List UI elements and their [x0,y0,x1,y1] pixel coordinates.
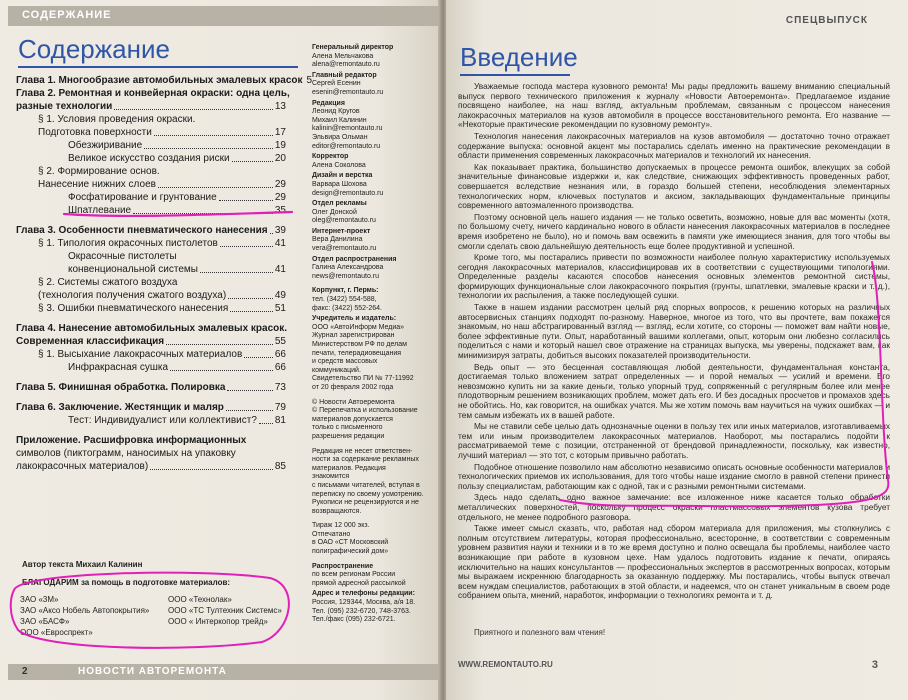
toc-gap [16,394,286,401]
toc-leader-dots [220,246,273,247]
toc-row [16,204,286,217]
toc-entry-text: разные технологии [16,101,113,112]
masthead-detail: Сергей Есенин esenin@remontauto.ru [312,80,384,96]
company-item: ООО « Интеркопор трейд» [168,617,268,626]
toc-leader-dots [219,200,273,201]
intro-title: Введение [460,42,578,72]
toc-leader-dots [227,390,272,391]
toc-leader-dots [154,135,273,136]
toc-leader-dots [144,148,273,149]
toc-row [16,139,286,152]
toc-row [16,414,286,427]
masthead-detail: Алена Соколова [312,161,366,169]
toc-chapter-row [16,322,286,335]
toc-chapter-row [16,401,286,414]
left-footer-bar [8,664,438,680]
toc-page-number: 17 [274,127,286,138]
toc-chapter-row [16,381,286,394]
toc-entry-text: Приложение. Расшифровка информационных [16,435,247,446]
toc-gap [16,217,286,224]
toc-page-number: 19 [274,140,286,151]
toc-entry-text: Тест: Индивидуалист или коллективист? [68,415,257,426]
toc-page-number: 66 [274,349,286,360]
toc-entry-text: символов (пиктограмм, наносимых на упаковку [16,448,236,459]
toc-row [16,126,286,139]
toc-page-number: 5 [306,75,313,86]
toc-entry-text: Глава 4. Нанесение автомобильных эмалевых красок. [16,323,288,334]
intro-paragraph: Ведь опыт — это бесценная составляющая любой деятельности, фундаментальная константа, достигаемая только вложением затрат определенных — и порой немалых — усилий и времени. Его невозможно купить ни за какие деньги, только упорный труд, сопряженный с регулярным более или менее плодотворным решением возникающих проблем, может дать его. И без досадных просчетов и промахов здесь не обойтись. Но, как говорится, на ошибках учатся. Мы же хотим помочь вам научиться на чужих ошибках — и тем самым избежать их в вашей работе. [458,361,890,420]
toc-chapter-row [16,100,286,113]
intro-paragraph: Мы не ставили себе целью дать однозначные оценки в пользу тех или иных материалов, изготавливаемых тем или иным производителем лакокрасочных материалов. Наоборот, мы постарались подойти к рассматриваемой теме с позиции, отстраненной от брендовой принадлежности, поскольку, как известно, лучший материал — это тот, с которым привычно работать. [458,421,890,460]
toc-entry-text: Великое искусство создания риски [68,153,230,164]
toc-entry-text: Современная классификация [16,336,165,347]
toc-entry-text: Глава 2. Ремонтная и конвейерная окраски: одна цель, [16,88,290,99]
toc-entry-text: Подготовка поверхности [38,127,152,138]
toc-leader-dots [244,357,273,358]
toc-page-number: 13 [274,101,286,112]
toc-entry-text: § 2. Системы сжатого воздуха [38,277,178,288]
masthead-block [312,153,424,172]
masthead-block [312,399,424,448]
toc-entry-text: § 2. Формирование основ. [38,166,160,177]
toc-row [16,165,286,178]
toc-entry-text: Инфракрасная сушка [68,362,169,373]
toc-leader-dots [230,311,273,312]
intro-paragraph: Уважаемые господа мастера кузовного ремонта! Мы рады предложить вашему вниманию специальный выпуск первого технического приложения к журналу «Новости Автоеремонта». Предлагаемое издание посвящено наиболее, на наш взгляд, актуальным проблемам, связанным с процессом нанесения лакокрасочных материалов на кузов автомобиля в процессе восстановительного ремонта. Его название — «Некоторые практические рекомендации по кузовному ремонту». [458,81,890,130]
masthead-block [312,44,424,72]
left-page [0,0,440,700]
intro-paragraph: Подобное отношение позволило нам абсолютно независимо описать основные особенности материалов и технологических приемов их использования, для того чтобы наше издание смогло в равной степени принести пользу специалистам, работающим как с одной, так и с разными ремонтными системами. [458,461,890,491]
toc-entry-text: § 3. Ошибки пневматического нанесения [38,303,229,314]
masthead-sidebar [312,44,424,627]
masthead-block [312,100,424,154]
company-item: ЗАО «БАСФ» [20,617,70,626]
masthead-role: Редакция [312,99,345,107]
toc-chapter-row [16,335,286,348]
masthead-role: Дизайн и верстка [312,172,373,180]
masthead-role: Учредитель и издатель: [312,315,397,323]
contents-title: Содержание [18,34,170,64]
toc-row [16,460,286,473]
toc-row [16,178,286,191]
masthead-block [312,200,424,228]
toc-page-number: 35 [274,205,286,216]
toc-leader-dots [133,213,273,214]
company-item: ЗАО «Аксо Нобель Автопокрытия» [20,606,150,615]
table-of-contents [16,74,313,473]
toc-page-number: 66 [274,362,286,373]
intro-paragraph: Здесь надо сделать одно важное замечание: все изложенное ниже касается только обработки металлических поверхностей, поскольку процесс окраски пластмассовых элементов кузова требует отдельного, не менее подробного разговора. [458,492,890,522]
toc-chapter-row [16,87,290,100]
toc-page-number: 81 [274,415,286,426]
toc-page-number: 49 [274,290,286,301]
toc-gap [16,427,286,434]
toc-entry-text: лакокрасочных материалов) [16,461,149,472]
closing-line: Приятного и полезного вам чтения! [474,628,606,637]
masthead-role: Отдел распространения [312,255,397,263]
intro-paragraph: Технология нанесения лакокрасочных материалов на кузов автомобиля — достаточно точно отражает содержание выпуска: основной акцент мы постарались сделать именно на практические рекомендации в области применения современных лакокрасочных материалов и технологий их нанесения. [458,130,890,161]
toc-row [16,276,286,289]
right-footer [458,660,898,669]
toc-row [16,250,286,263]
toc-entry-text: § 1. Условия проведения окраски. [38,114,196,125]
masthead-detail: Леонид Кругов Михаил Калинин kalinin@remontauto.ru Эльвира Ольман editor@remontauto.ru [312,108,383,150]
company-item: ООО «ТС Тултехник Системс» [168,606,282,615]
toc-leader-dots [228,298,273,299]
intro-paragraph: Поэтому основной цель нашего издания — не только осветить, возможно, новые для вас моменты (хотя, по большому счету, ничего кардинально нового в области нанесения лакокрасочных материалов в последнее время изобретено не было), но и помочь вам освежить в памяти уже имеющиеся знания, для того чтобы вы смогли сделать свою дальнейшую деятельность еще более продуктивной и успешной. [458,211,890,251]
masthead-role: Корректор [312,153,349,161]
toc-entry-text: Глава 6. Заключение. Жестянщик и маляр [16,402,224,413]
toc-row [16,113,286,126]
toc-chapter-row [16,74,313,87]
masthead-role: Распространение [312,562,374,570]
masthead-detail: Галина Александрова news@remontauto.ru [312,264,384,280]
masthead-block [312,287,424,315]
masthead-spacer [312,625,424,627]
masthead-detail: Варвара Шохова design@remontauto.ru [312,180,384,197]
toc-leader-dots [150,469,273,470]
toc-page-number: 41 [274,238,286,249]
toc-leader-dots [226,410,273,411]
toc-page-number: 29 [274,179,286,190]
toc-entry-text: Глава 1. Многообразие автомобильных эмалевых красок [16,75,303,86]
toc-gap [16,374,286,381]
toc-leader-dots [200,272,273,273]
masthead-role: Интернет-проект [312,227,371,235]
toc-leader-dots [270,233,273,234]
intro-paragraph: Как показывает практика, большинство допускаемых в процессе ремонта ошибок, влекущих за собой значительные финансовые издержки и, как следствие, снижающих эффективность проведенных работ, совершается вследствие незнания или, в гораздо большей степени, несоблюдения элементарных технологических норм, ключевых постулатов и аксиом, закладывающих фундаментальные принципы современного автоэмаленного производства. [458,161,890,211]
toc-chapter-row [16,224,286,237]
toc-entry-text: Обезжиривание [68,140,143,151]
toc-leader-dots [170,370,273,371]
toc-row [16,434,286,447]
company-item: ООО «Евроспрект» [20,628,93,637]
toc-page-number: 79 [274,402,286,413]
section-header-label: СОДЕРЖАНИЕ [22,9,112,21]
toc-row [16,447,286,460]
toc-leader-dots [114,109,273,110]
toc-page-number: 29 [274,192,286,203]
title-rule [18,66,298,68]
toc-entry-text: конвенциональной системы [68,264,198,275]
company-item: ЗАО «3М» [20,595,59,604]
toc-row [16,152,286,165]
masthead-role: Адрес и телефоны редакции: [312,590,415,598]
masthead-role: Отдел рекламы [312,200,367,208]
toc-entry-text: § 1. Высыхание лакокрасочных материалов [38,349,243,360]
masthead-detail: Россия, 129344, Москва, а/я 18. Тел. (095) 232-6720, 748-3763. Тел./факс (095) 232-6721. [312,599,416,624]
intro-paragraph: Также в нашем издании рассмотрен целый ряд спорных вопросов, к решению которых на различных автосервисных станциях подходят по-разному. Наверное, многое из того, что вы прочтете, вам покажется знакомым, но наш абстрагированный взгляд — взгляд, если хотите, со стороны — поможет вам найти новые, более эффективные пути. Опыт, наработанный вашими коллегами, опыт, которым они любезно согласились поделиться с нами и который нашел свое отражение на страницах выпуска, мы уверены, подскажет вам, как минимизируя затраты, добиться высоких показателей производительности. [458,302,890,361]
masthead-detail: Тираж 12 000 экз. Отпечатано в ОАО «СТ Московский полиграфический дом» [312,522,389,556]
left-page-number: 2 [22,666,28,677]
toc-entry-text: § 1. Типология окрасочных пистолетов [38,238,218,249]
masthead-detail: тел. (3422) 554-588, факс: (3422) 552-264. [312,296,382,312]
intro-paragraph: Также имеет смысл сказать, что, работая над сбором материала для приложения, мы столкнулись с полным отсутствием литературы, которая профессионально, всесторонне, в соответствии с современным уровнем развития науки и техники и в то же время доступно и полно освещала бы проблемы, наиболее часто возникающие при работе в кузовном цехе. Нам удалось подготовить издание к печати, опираясь исключительно на наших консультантов — профессиональных экспертов в рассмотренных вопросах, которым мы выражаем искреннюю благодарность за оказанную поддержку. Мы постарались, чтобы выпуск отвечал всем нуждам специалистов, работающих в этой области, и надеемся, что он станет уникальным в своем роде собранием опыта, мнений, наработок, информации о технологиях ремонта и т. д. [458,523,890,601]
toc-page-number: 20 [274,153,286,164]
special-issue-label: СПЕЦВЫПУСК [785,15,868,26]
masthead-detail: Олег Донской oleg@remontauto.ru [312,208,376,225]
thanks-heading: БЛАГОДАРИМ за помощь в подготовке материалов: [22,578,231,587]
toc-page-number: 39 [274,225,286,236]
author-credit: Автор текста Михаил Калинин [22,560,143,569]
intro-paragraph: Кроме того, мы постарались привести по возможности наиболее полную характеристику используемых сегодня лакокрасочных материалов, классифицировав их в соответствии с существующими типологиями. Определенные разделы касаются способов нанесения основных элементов ремонтной системы, формирующих функциональные слои лакокрасочного покрытия (грунты, шпатлевки, эмалевые краски и т. д.), технологии их распыления, а также последующей сушки. [458,252,890,301]
masthead-detail: ООО «АвтоИнформ Медиа» Журнал зарегистрирован Министерством РФ по делам печати, телерадиовещания и средств массовых коммуникаций. Свидетельство ПИ № 77-11992 от 20 февраля 2002 года [312,323,414,391]
toc-entry-text: Шпатлевание [68,205,132,216]
masthead-block [312,590,424,626]
masthead-block [312,563,424,591]
toc-gap [16,315,286,322]
toc-row [16,289,286,302]
masthead-block [312,72,424,100]
company-item: ООО «Технолак» [168,595,232,604]
toc-row [16,348,286,361]
toc-row [16,237,286,250]
masthead-block [312,172,424,200]
toc-page-number: 85 [274,461,286,472]
magazine-name: НОВОСТИ АВТОРЕМОНТА [78,666,227,677]
masthead-block [312,256,424,288]
masthead-block [312,448,424,523]
toc-entry-text: (технология получения сжатого воздуха) [38,290,227,301]
right-page [446,0,908,700]
toc-row [16,361,286,374]
masthead-detail: Алена Мельчакова alena@remontauto.ru [312,52,380,69]
masthead-role: Главный редактор [312,71,377,79]
toc-page-number: 51 [274,303,286,314]
toc-leader-dots [259,423,273,424]
masthead-detail: Вера Данилина vera@remontauto.ru [312,236,377,253]
toc-entry-text: Глава 5. Финишная обработка. Полировка [16,382,226,393]
masthead-block [312,315,424,398]
masthead-detail: © Новости Автоеремонта © Перепечатка и использование материалов допускается только с письменного разрешения редакции [312,398,418,440]
toc-entry-text: Фосфатирование и грунтование [68,192,217,203]
toc-entry-text: Глава 3. Особенности пневматического нанесения [16,225,268,236]
toc-leader-dots [158,187,273,188]
toc-page-number: 55 [274,336,286,347]
website-url: WWW.REMONTAUTO.RU [458,660,553,669]
toc-leader-dots [166,344,273,345]
section-header-bar [8,6,438,26]
masthead-block [312,228,424,256]
toc-entry-text: Окрасочные пистолеты [68,251,177,262]
intro-body [458,82,890,603]
masthead-detail: Редакция не несет ответствен- ности за содержание рекламных материалов. Редакция знакомится с письмами читателей, вступая в переписку по своему усмотрению. Рукописи не рецензируются и не возвращаются. [312,447,424,515]
masthead-detail: по всем регионам России прямой адресной рассылкой [312,571,406,587]
masthead-role: Корпункт, г. Пермь: [312,287,379,295]
title-rule [460,74,570,76]
toc-entry-text: Нанесение нижних слоев [38,179,156,190]
masthead-role: Генеральный директор [312,44,394,51]
masthead-block [312,522,424,562]
toc-row [16,191,286,204]
toc-page-number: 41 [274,264,286,275]
toc-page-number: 73 [274,382,286,393]
toc-row [16,302,286,315]
toc-row [16,263,286,276]
toc-leader-dots [232,161,273,162]
right-page-number: 3 [871,659,878,671]
